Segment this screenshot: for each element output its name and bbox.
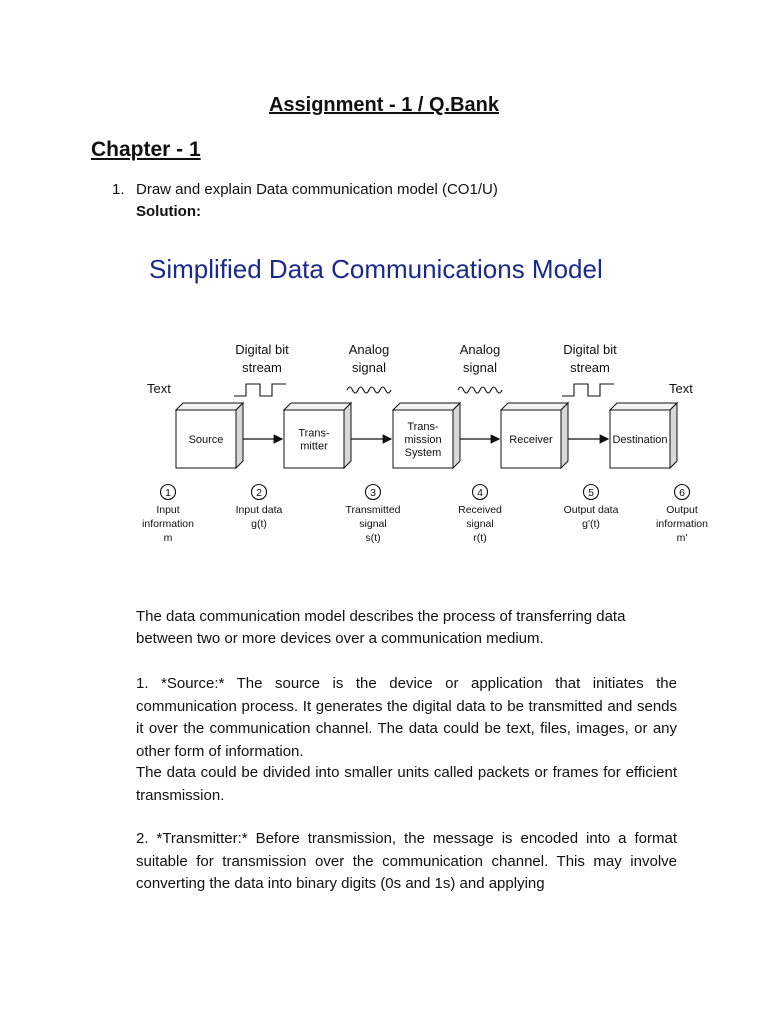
point-caption: Transmitted — [345, 504, 401, 516]
block-label: mission — [404, 434, 442, 446]
svg-text:Analog: Analog — [459, 342, 501, 357]
point-caption: Output data — [563, 504, 619, 516]
question-text: Draw and explain Data communication model (CO1/U) — [136, 181, 498, 198]
text-label-left: Text — [147, 381, 171, 396]
solution-label: Solution: — [136, 203, 201, 220]
svg-text:signal: signal — [463, 360, 497, 375]
point-number: 1 — [165, 487, 171, 499]
point-1 — [142, 485, 194, 545]
point-3 — [345, 485, 400, 545]
point-number: 5 — [588, 487, 594, 499]
point-number: 4 — [477, 487, 483, 499]
point-caption: g(t) — [251, 518, 267, 530]
point-caption: m — [163, 532, 173, 544]
point-caption: Input — [156, 504, 180, 516]
block-label: Destination — [612, 434, 668, 446]
block-1 — [284, 403, 351, 468]
block-label: System — [404, 447, 442, 459]
point-caption: Output — [666, 504, 698, 516]
document-title: Assignment - 1 / Q.Bank — [268, 94, 500, 116]
point-5 — [564, 485, 619, 531]
svg-text:stream: stream — [242, 360, 282, 375]
diagram-svg — [132, 240, 732, 560]
signal-label-1 — [349, 342, 389, 375]
point-caption: r(t) — [473, 532, 487, 544]
transmitter-paragraph: 2. *Transmitter:* Before transmission, the message is encoded into a format suitable for transmission over the communication channel. This may involve converting the data into binary digits (0s and 1s) and applying — [136, 830, 677, 892]
point-caption: information — [142, 518, 194, 530]
analog-wave-icon — [347, 387, 391, 393]
block-3 — [501, 403, 568, 468]
intro-line-2: between two or more devices over a communication medium. — [136, 630, 544, 647]
signal-label-0 — [235, 342, 289, 375]
digital-wave-icon — [234, 384, 286, 396]
block-label: Source — [188, 434, 224, 446]
diagram-title: Simplified Data Communications Model — [149, 254, 603, 284]
point-caption: signal — [359, 518, 387, 530]
point-caption: Input data — [235, 504, 283, 516]
digital-wave-icon — [562, 384, 614, 396]
block-label: mitter — [300, 440, 328, 453]
point-2 — [236, 485, 283, 531]
signal-label-3 — [563, 342, 617, 375]
point-number: 6 — [679, 487, 685, 499]
point-4 — [458, 485, 502, 545]
point-number: 3 — [370, 487, 376, 499]
block-0 — [176, 403, 243, 468]
point-number: 2 — [256, 487, 262, 499]
point-caption: g'(t) — [582, 518, 600, 530]
analog-wave-icon — [458, 387, 502, 393]
svg-text:Digital bit: Digital bit — [563, 342, 617, 357]
source-paragraph-2: The data could be divided into smaller units called packets or frames for efficient transmission. — [136, 764, 677, 804]
svg-text:Analog: Analog — [348, 342, 390, 357]
svg-text:signal: signal — [352, 360, 386, 375]
point-caption: information — [656, 518, 708, 530]
point-caption: signal — [466, 518, 494, 530]
intro-line-1: The data communication model describes the process of transferring data — [136, 608, 626, 625]
svg-text:Digital bit: Digital bit — [235, 342, 289, 357]
signal-label-2 — [460, 342, 500, 375]
point-caption: m' — [676, 532, 688, 544]
question-number: 1. — [112, 181, 125, 198]
block-2 — [393, 403, 460, 468]
point-caption: Received — [458, 504, 502, 516]
communication-model-diagram — [132, 240, 732, 560]
svg-text:stream: stream — [570, 360, 610, 375]
point-6 — [656, 485, 708, 545]
chapter-heading: Chapter - 1 — [91, 138, 201, 161]
point-caption: s(t) — [365, 532, 381, 544]
block-4 — [610, 403, 677, 468]
block-label: Receiver — [509, 434, 553, 446]
text-label-right: Text — [669, 381, 693, 396]
question-item — [112, 181, 498, 198]
source-paragraph: 1. *Source:* The source is the device or application that initiates the communication process. It generates the digital data to be transmitted and sends it over the communication channel. The data could be text, files, images, or any other form of information. — [136, 675, 677, 760]
block-label: Trans- — [298, 427, 330, 440]
block-label: Trans- — [407, 421, 439, 433]
